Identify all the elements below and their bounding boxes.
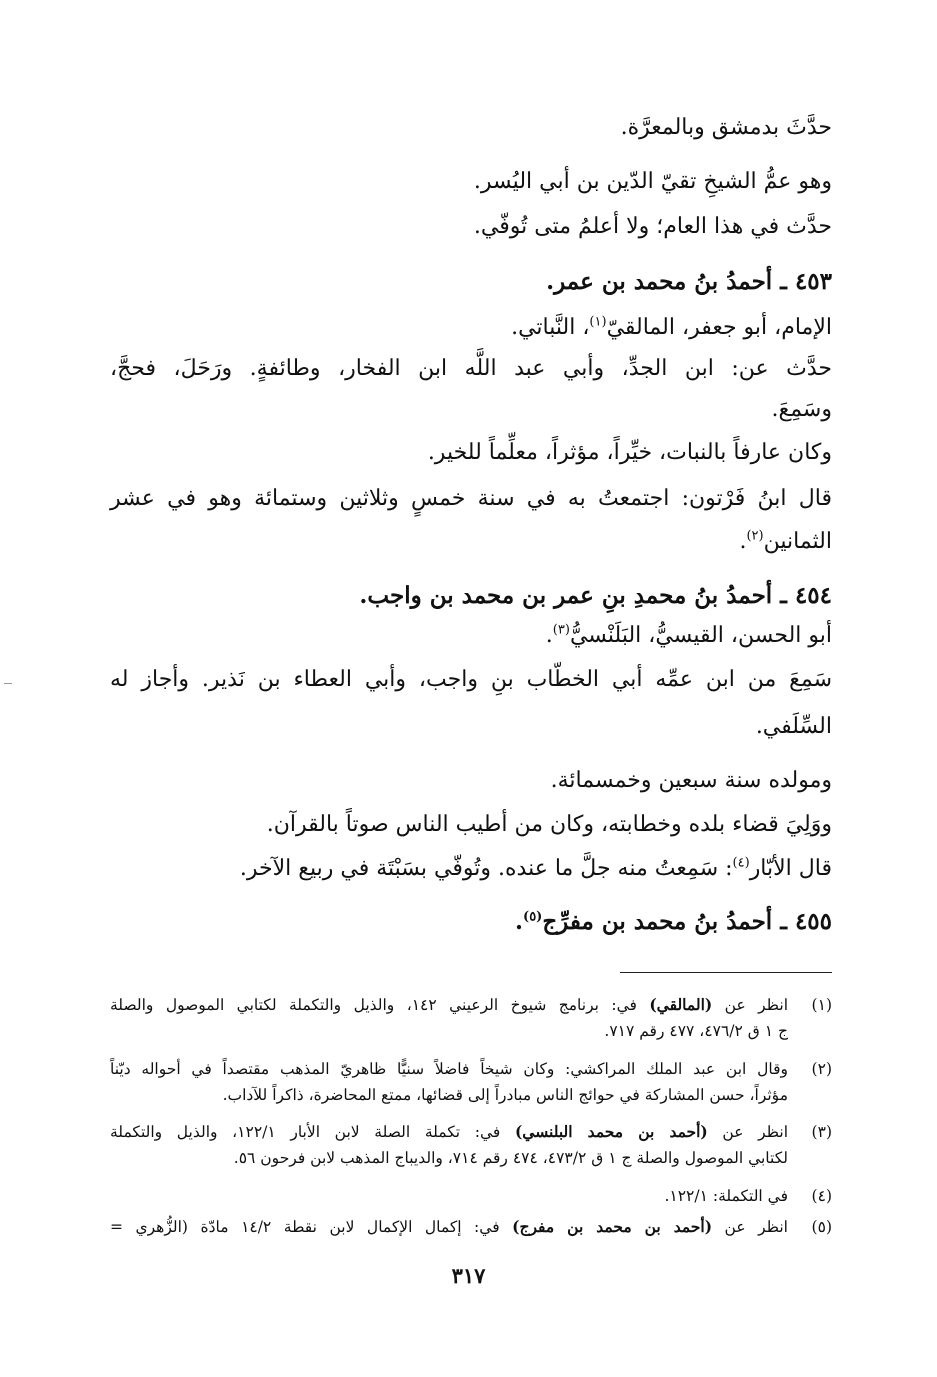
footnote-ref: (٣) (552, 622, 570, 638)
text-run: قال الأبّار (749, 856, 832, 881)
footnote-number: (٥) (811, 1218, 832, 1236)
footnote-5 (110, 1214, 832, 1240)
footnote-ref: (٢) (746, 528, 764, 544)
page-number: ٣١٧ (451, 1263, 486, 1288)
text-line: ووَلِيَ قضاء بلده وخطابته، وكان من أطيب الناس صوتاً بالقرآن. (266, 812, 832, 837)
text-line: حدَّث عن: ابن الجدِّ، وأبي عبد اللَّه ابن الفخار، وطائفةٍ. ورَحَلَ، فحجَّ، (110, 356, 832, 381)
text-run: أبو الحسن، القيسيُّ، البَلَنْسيُّ (569, 623, 832, 648)
footnote-ref: (١) (589, 314, 607, 330)
footnote-ref: (٤) (732, 855, 750, 871)
text-run: في: تكملة الصلة لابن الأبار ١٢٢/١، والذيل والتكملة (110, 1123, 515, 1141)
text-run: انظر عن (712, 996, 788, 1014)
text-line (739, 526, 832, 558)
text-line: حدَّث في هذا العام؛ ولا أعلمُ متى تُوفّي. (473, 214, 832, 239)
footnote-line: في التكملة: ١٢٢/١. (664, 1187, 788, 1205)
footnote-line: وقال ابن عبد الملك المراكشي: وكان شيخاً فاضلاً سنيًّا ظاهريّ المذهب مقتصداً في أحواله ديّناً (110, 1060, 788, 1078)
text-run: : سَمِعتُ منه جلَّ ما عنده. وتُوفّي بسَبْتَة في ربيع الآخر. (239, 856, 733, 881)
text-line: وكان عارفاً بالنبات، خيِّراً، مؤثراً، معلِّماً للخير. (427, 440, 832, 465)
text-run: الثمانين (763, 529, 832, 554)
text-line: حدَّثَ بدمشق وبالمعرَّة. (620, 115, 832, 140)
footnote-line: لكتابي الموصول والصلة ج ١ ق ٤٧٣/٢، ٤٧٤ رقم ٧١٤، والديباج المذهب لابن فرحون ٥٦. (233, 1149, 788, 1167)
text-line: وهو عمُّ الشيخِ تقيّ الدّين بن أبي اليُسر. (473, 169, 832, 194)
text-run: في: برنامج شيوخ الرعيني ١٤٢، والذيل والتكملة لكتابي الموصول والصلة (110, 996, 650, 1014)
text-run: . (545, 623, 553, 648)
entry-heading-454: ٤٥٤ ـ أحمدُ بنُ محمدِ بنِ عمر بن محمد بن واجب. (359, 582, 832, 609)
footnote-number: (٣) (811, 1123, 832, 1141)
footnote-separator (620, 972, 832, 973)
footnote-subject: (أحمد بن محمد بن مفرج) (512, 1217, 713, 1236)
text-line (546, 620, 832, 652)
text-line: قال ابنُ فَرْتون: اجتمعتُ به في سنة خمسٍ وثلاثين وستمائة وهو في عشر (110, 486, 832, 511)
footnote-number: (٢) (811, 1060, 832, 1078)
footnote-subject: (المالقي) (649, 995, 713, 1014)
text-run: في: إكمال الإكمال لابن نقطة ١٤/٢ مادّة (الزُّهري = (110, 1218, 513, 1236)
footnote-3 (110, 1119, 832, 1171)
footnote-4 (110, 1183, 832, 1209)
text-line: وسَمِعَ. (771, 397, 832, 422)
footnote-line: مؤثراً، حسن المشاركة في حوائج الناس مبادراً إلى قضائها، ممتع المحاضرة، ذاكراً للآداب. (222, 1086, 788, 1104)
entry-heading-453: ٤٥٣ ـ أحمدُ بنُ محمد بن عمر. (546, 268, 832, 295)
text-run: ٤٥٥ ـ أحمدُ بنُ محمد بن مفرِّج (542, 908, 832, 935)
entry-heading-455 (515, 906, 832, 938)
footnote-1 (110, 992, 832, 1044)
text-run: انظر عن (707, 1123, 789, 1141)
footnote-line (110, 1119, 788, 1145)
text-line (240, 853, 832, 885)
text-run: الإمام، أبو جعفر، المالقيّ (606, 315, 832, 340)
footnote-line (110, 992, 788, 1018)
footnote-number: (١) (811, 996, 832, 1014)
text-line: ومولده سنة سبعين وخمسمائة. (550, 768, 832, 793)
footnote-line: ج ١ ق ٤٧٦/٢، ٤٧٧ رقم ٧١٧. (604, 1022, 788, 1040)
text-line (511, 312, 832, 344)
scan-edge-mark (4, 683, 12, 684)
footnote-2 (110, 1056, 832, 1108)
footnote-subject: (أحمد بن محمد البلنسي) (514, 1122, 708, 1141)
footnote-line (110, 1214, 788, 1240)
text-run: انظر عن (712, 1218, 788, 1236)
text-run: ، النَّباتي. (511, 315, 590, 340)
text-run: . (739, 529, 747, 554)
text-line: سَمِعَ من ابن عمِّه أبي الخطّاب بنِ واجب، وأبي العطاء بن نَذير. وأجاز له (110, 667, 833, 692)
footnote-ref: (٥) (523, 909, 543, 925)
text-line: السِّلَفي. (755, 714, 832, 739)
text-run: . (515, 908, 524, 935)
footnote-number: (٤) (811, 1187, 832, 1205)
